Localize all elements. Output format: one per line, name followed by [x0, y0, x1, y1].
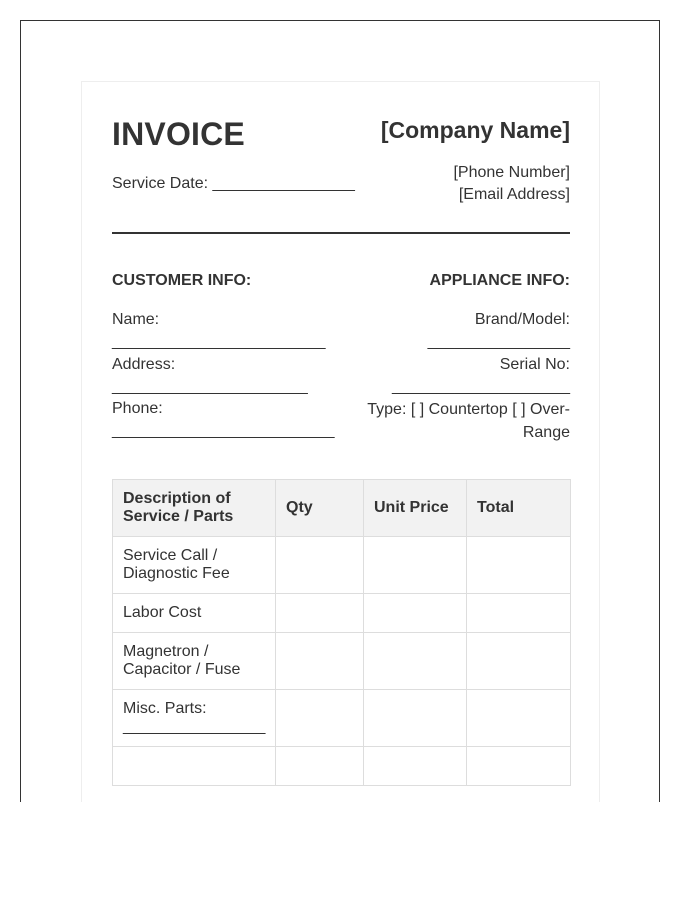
company-email-address: [Email Address]: [458, 186, 570, 203]
description-cell: [113, 747, 276, 786]
customer-name-line: ________________________: [112, 333, 326, 350]
unit-price-column-header: Unit Price: [364, 480, 467, 537]
company-phone-number: [Phone Number]: [453, 164, 570, 181]
total-cell: [467, 594, 571, 633]
qty-column-header: Qty: [276, 480, 364, 537]
customer-phone-line: _________________________: [112, 422, 335, 439]
description-column-header: Description of Service / Parts: [113, 480, 276, 537]
unit-price-cell: [364, 747, 467, 786]
description-cell: Magnetron / Capacitor / Fuse: [113, 633, 276, 690]
appliance-type-options: Type: [ ] Countertop [ ] Over-Range: [367, 401, 570, 441]
table-row: [113, 690, 571, 747]
unit-price-cell: [364, 594, 467, 633]
header-divider: [112, 232, 570, 234]
service-parts-table: [112, 479, 571, 786]
company-name: [Company Name]: [380, 117, 570, 143]
unit-price-cell: [364, 690, 467, 747]
qty-cell: [276, 747, 364, 786]
total-cell: [467, 633, 571, 690]
service-date-field: Service Date: ________________: [112, 175, 355, 192]
table-row: [113, 633, 571, 690]
total-cell: [467, 537, 571, 594]
description-cell: Labor Cost: [113, 594, 276, 633]
total-column-header: Total: [467, 480, 571, 537]
appliance-brand-model-line: ________________: [427, 333, 570, 350]
appliance-serial-line: ____________________: [392, 378, 570, 395]
description-cell: Service Call / Diagnostic Fee: [113, 537, 276, 594]
qty-cell: [276, 594, 364, 633]
customer-name-label: Name:: [112, 311, 160, 328]
description-cell: Misc. Parts: ________________: [113, 690, 276, 747]
total-cell: [467, 747, 571, 786]
customer-phone-label: Phone:: [112, 400, 163, 417]
table-row: [113, 594, 571, 633]
total-cell: [467, 690, 571, 747]
appliance-serial-label: Serial No:: [499, 356, 570, 373]
customer-address-line: ______________________: [112, 378, 308, 395]
table-header-row: [113, 480, 571, 537]
appliance-info-heading: APPLIANCE INFO:: [429, 272, 570, 289]
table-row: [113, 747, 571, 786]
appliance-brand-model-label: Brand/Model:: [474, 311, 570, 328]
qty-cell: [276, 690, 364, 747]
customer-address-label: Address:: [112, 356, 176, 373]
invoice-title: INVOICE: [112, 116, 245, 152]
table-row: [113, 537, 571, 594]
qty-cell: [276, 633, 364, 690]
unit-price-cell: [364, 537, 467, 594]
customer-info-heading: CUSTOMER INFO:: [112, 272, 252, 289]
unit-price-cell: [364, 633, 467, 690]
qty-cell: [276, 537, 364, 594]
